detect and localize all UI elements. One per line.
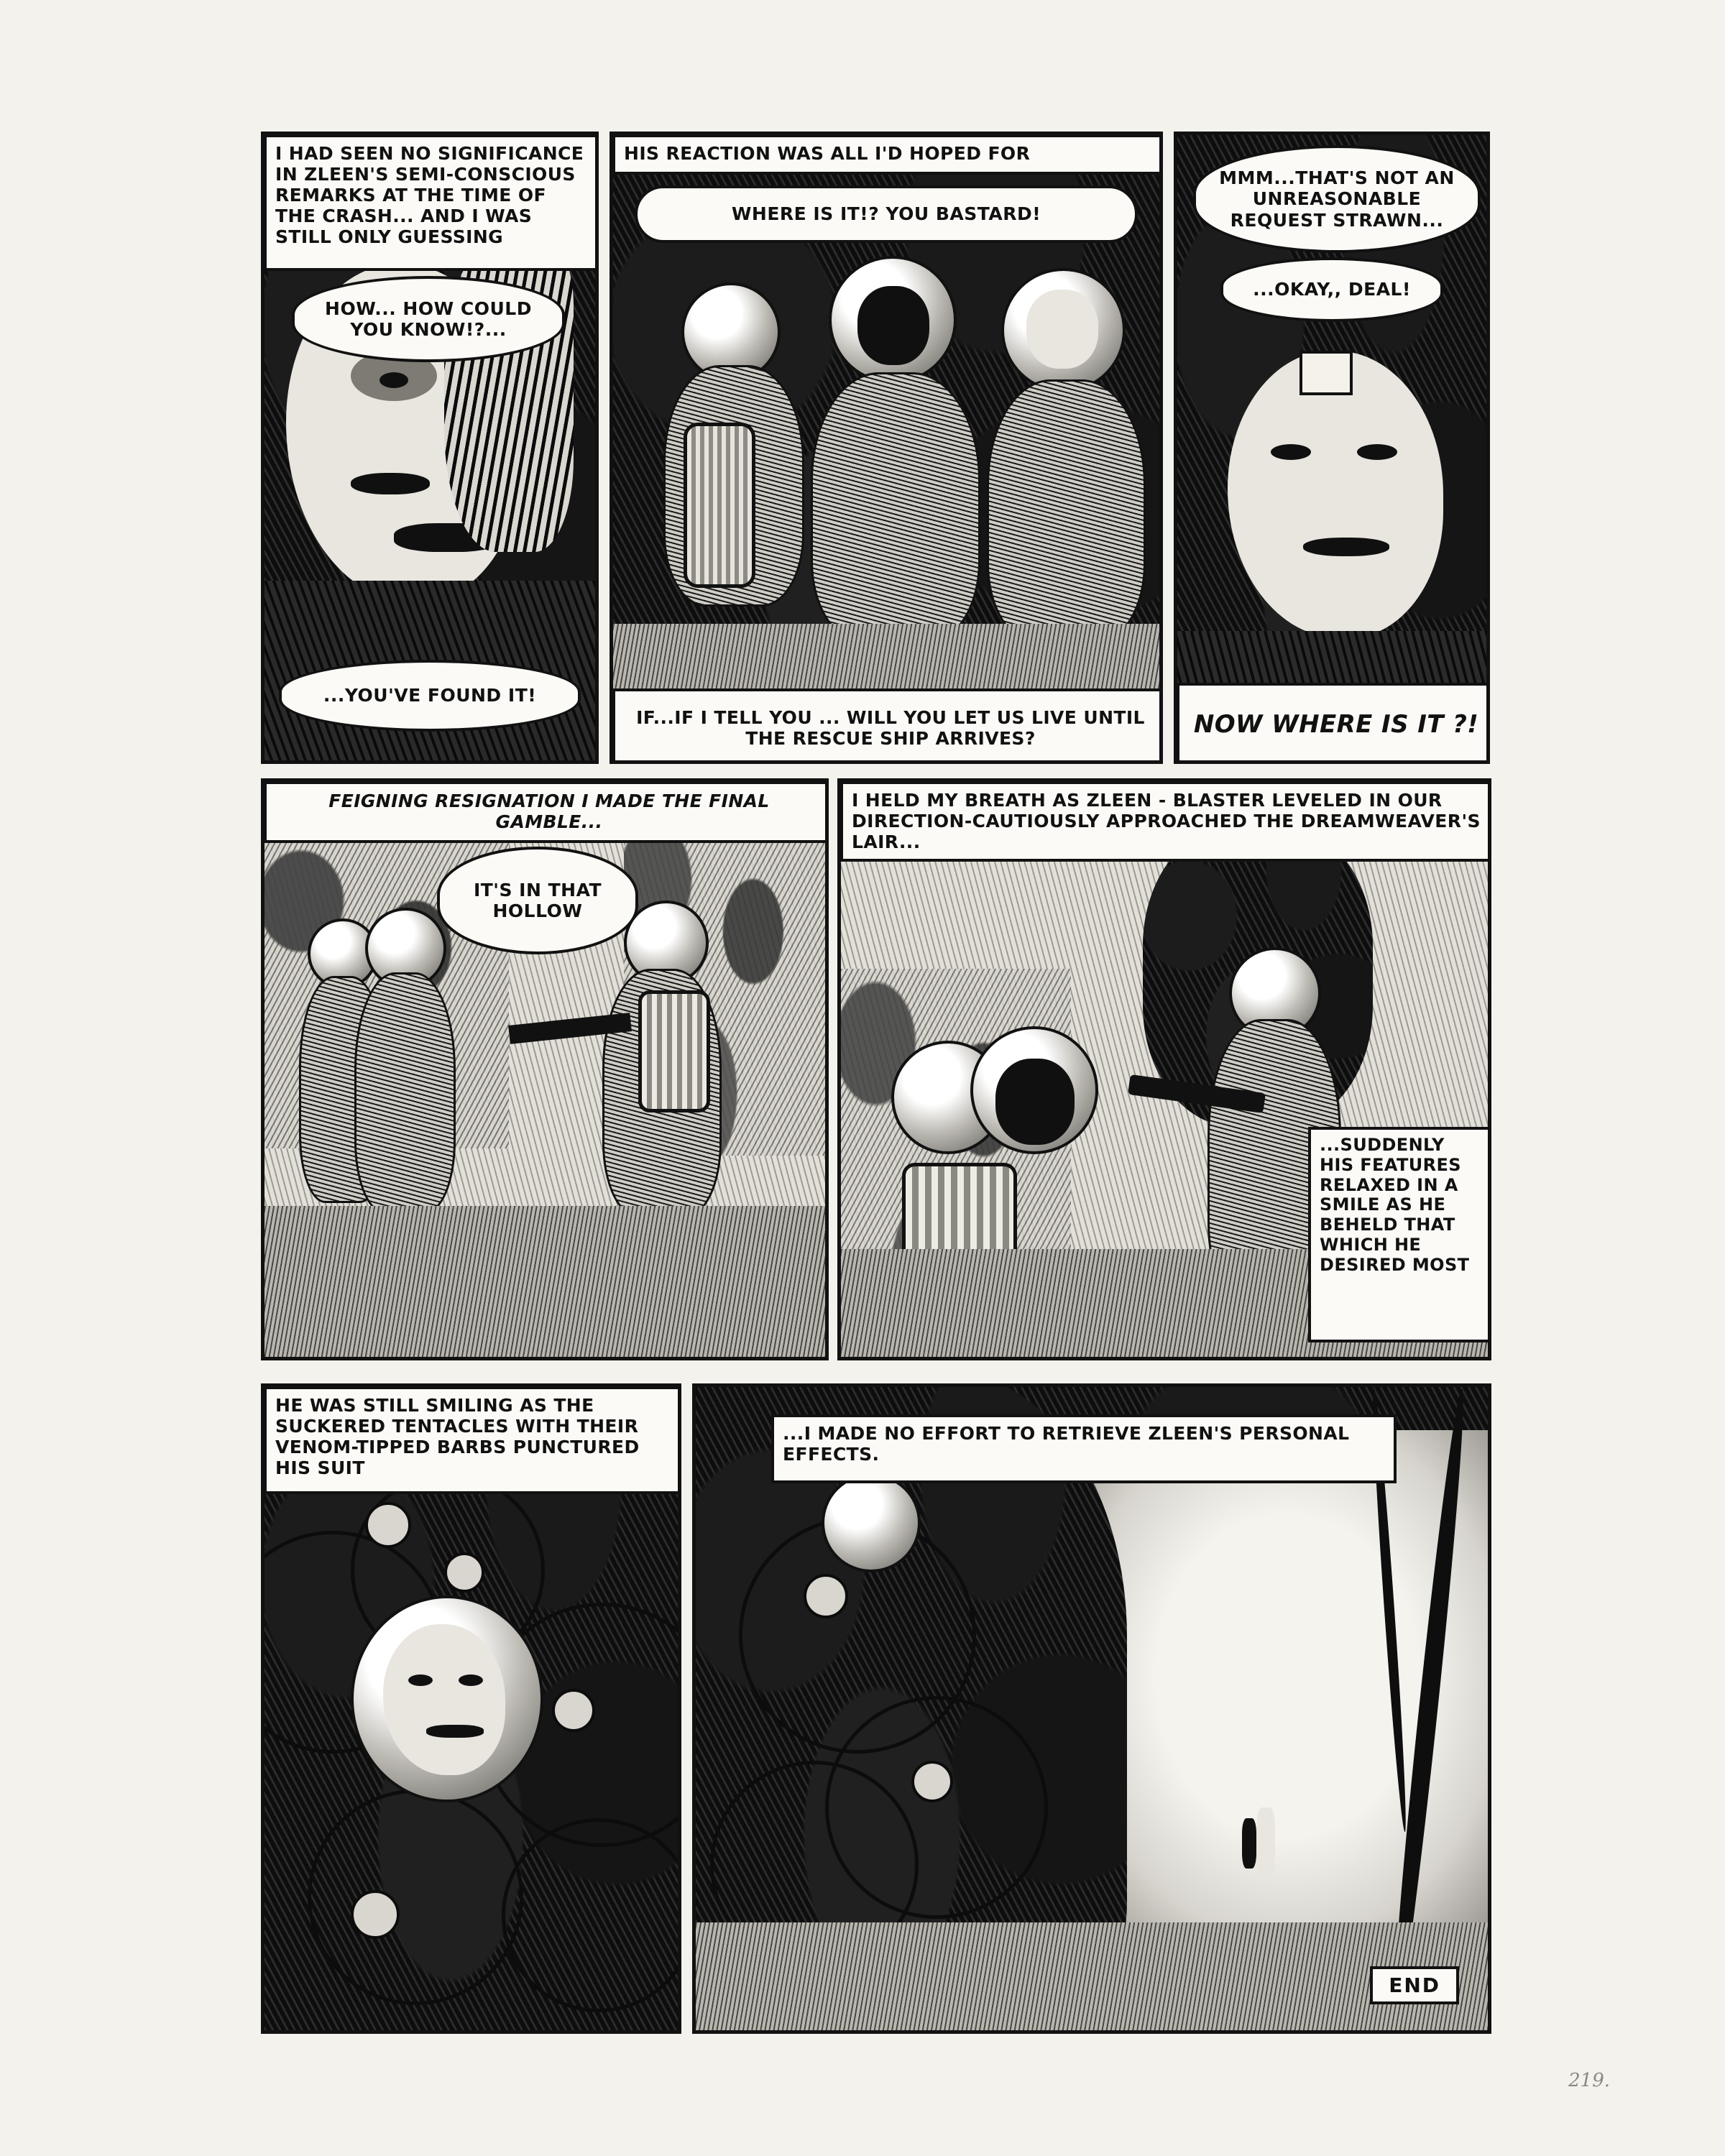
panel-2-balloon-1: WHERE IS IT!? YOU BASTARD! xyxy=(635,185,1138,243)
comic-panel-6 xyxy=(261,1383,681,2034)
panel-1-caption-1: I HAD SEEN NO SIGNIFICANCE IN ZLEEN'S SEMI-CONSCIOUS REMARKS AT THE TIME OF THE CRASH... AND I WAS STILL ONLY GUESSING xyxy=(264,134,599,271)
panel-7-artwork xyxy=(696,1387,1488,2030)
panel-3-balloon-3: NOW WHERE IS IT ?! xyxy=(1177,683,1490,764)
panel-2-balloon-2: IF...IF I TELL YOU ... WILL YOU LET US LIVE UNTIL THE RESCUE SHIP ARRIVES? xyxy=(612,688,1163,764)
panel-7-caption-1: ...I MADE NO EFFORT TO RETRIEVE ZLEEN'S PERSONAL EFFECTS. xyxy=(771,1414,1397,1483)
end-label: END xyxy=(1370,1966,1459,2004)
panel-5-caption-2: ...SUDDENLY HIS FEATURES RELAXED IN A SMILE AS HE BEHELD THAT WHICH HE DESIRED MOST xyxy=(1308,1127,1491,1342)
panel-1-balloon-1: HOW... HOW COULD YOU KNOW!?... xyxy=(292,276,565,362)
comic-panel-5 xyxy=(837,778,1491,1360)
panel-3-balloon-1: MMM...THAT'S NOT AN UNREASONABLE REQUEST STRAWN... xyxy=(1193,145,1481,253)
panel-1-balloon-2: ...YOU'VE FOUND IT! xyxy=(279,660,581,732)
comic-panel-7 xyxy=(692,1383,1491,2034)
comic-panel-4 xyxy=(261,778,829,1360)
panel-4-balloon-1: IT'S IN THAT HOLLOW xyxy=(437,847,638,954)
comic-panel-2 xyxy=(610,132,1163,764)
panel-2-caption-1: HIS REACTION WAS ALL I'D HOPED FOR xyxy=(612,134,1163,175)
panel-6-caption-1: HE WAS STILL SMILING AS THE SUCKERED TENTACLES WITH THEIR VENOM-TIPPED BARBS PUNCTURED HIS SUIT xyxy=(264,1386,681,1494)
panel-3-balloon-2: ...OKAY,, DEAL! xyxy=(1220,257,1443,322)
panel-4-caption-1: FEIGNING RESIGNATION I MADE THE FINAL GAMBLE... xyxy=(264,781,829,843)
comic-panel-3 xyxy=(1174,132,1490,764)
comic-panel-1 xyxy=(261,132,599,764)
page-number: 219. xyxy=(1568,2070,1610,2091)
panel-5-caption-1: I HELD MY BREATH AS ZLEEN - BLASTER LEVELED IN OUR DIRECTION-CAUTIOUSLY APPROACHED THE DREAMWEAVER'S LAIR... xyxy=(840,781,1491,862)
